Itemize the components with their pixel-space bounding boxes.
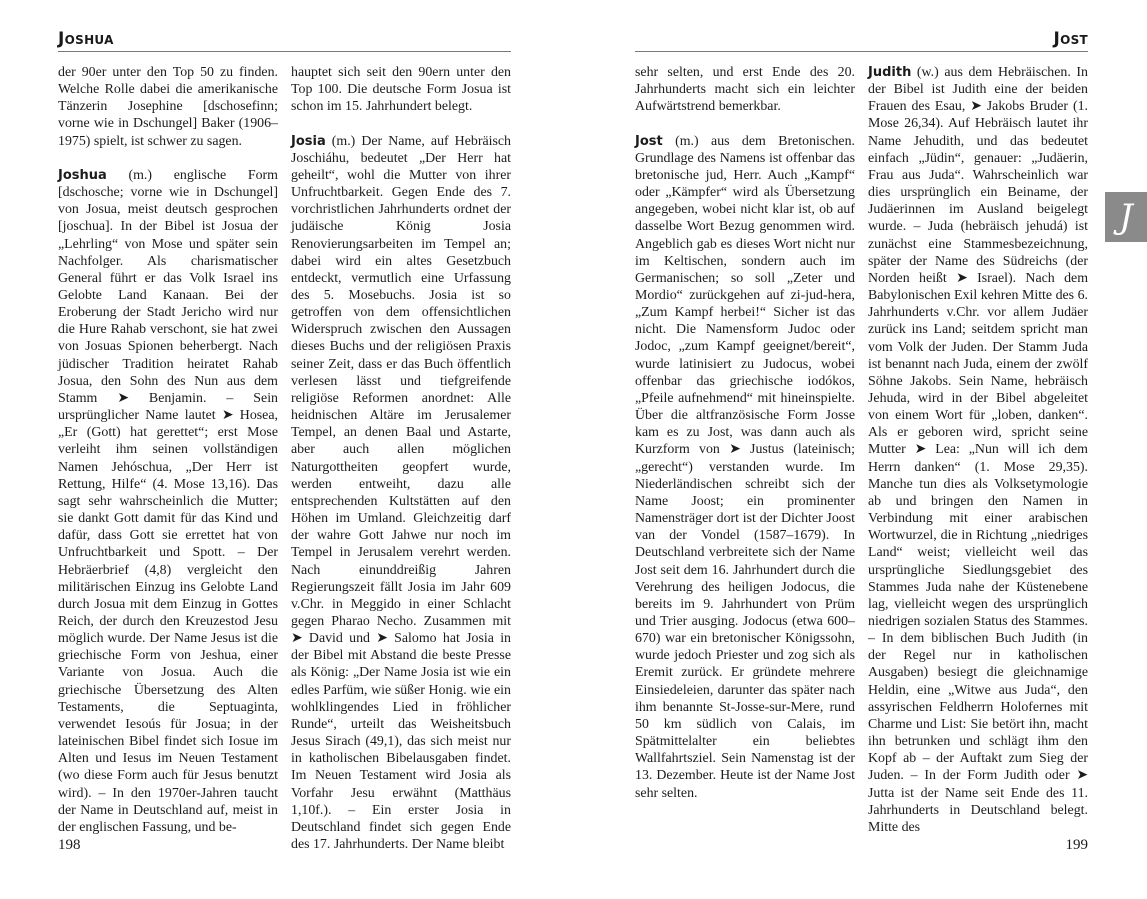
text-column <box>291 64 511 853</box>
text-column <box>635 64 855 802</box>
running-head-title: Jost <box>1053 29 1088 49</box>
text-column <box>868 64 1088 836</box>
page-number: 198 <box>58 837 81 853</box>
paragraph: sehr selten, und erst Ende des 20. Jahrhunderts macht sich ein leichter Aufwärtstrend bemerkbar. <box>635 65 855 115</box>
running-header <box>58 30 511 52</box>
entry-paragraph <box>291 133 511 854</box>
entry-headword: Jost <box>635 133 663 149</box>
entry-text: (m.) englische Form [dschosche; vorne wie in Dschungel] von Josua, meist deutsch gesprochen [joschua]. In der Bibel ist Josua der „Lehrling“ von Mose und später sein Nachfolger. Als charismatischer General führt er das Volk Israel ins Gelobte Land Kanaan. Bei der Eroberung der Stadt Jericho wird nur die Hure Rahab verschont, sie hat zwei von Josuas Spionen beherbergt. Nach jüdischer Tradition heiratet Rahab Josua, den Sohn des Nun aus dem Stamm ➤ Benjamin. – Sein ursprünglicher Name lautet ➤ Hosea, „Er (Gott) hat gerettet“; erst Mose verleiht ihm seinen vollständigen Namen Jehóschua, „Der Herr ist Rettung, Hilfe“ (4. Mose 13,16). Das sagt sehr wahrscheinlich die Mutter; sie dankt Gott damit für das Kind und dafür, dass Gott sie errettet hat von Unfruchtbarkeit und Spott. – Der Hebräerbrief (4,8) vergleicht den militärischen Einzug ins Gelobte Land durch Josua mit dem Einzug in Gottes Reich, der durch den Kreuzestod Jesu möglich wurde. Der Name Jesus ist die griechische Form von Jeshua, einer Variante von Josua. Auch die griechische Übersetzung des Alten Testaments, die Septuaginta, verwendet Iesoús für Josua; in der lateinischen Bibel findet sich Iosue im Alten und Iesus im Neuen Testament (wo diese Form auch für Jesus benutzt wird). – In den 1970er-Jahren taucht der Name in Deutschland auf, meist in der englischen Fassung, und be- <box>58 167 278 835</box>
paragraph: hauptet sich seit den 90ern unter den Top 100. Die deutsche Form Josua ist schon im 15. Jahrhundert belegt. <box>291 65 511 115</box>
paragraph: der 90er unter den Top 50 zu finden. Welche Rolle dabei die amerikanische Tänzerin Josephine [dschosefinn; vorne wie in Dschungel] Baker (1906–1975) spielt, ist schwer zu sagen. <box>58 65 278 149</box>
entry-headword: Joshua <box>58 167 107 183</box>
page-number: 199 <box>1065 837 1088 853</box>
entry-headword: Judith <box>868 65 912 80</box>
entry-paragraph <box>58 167 278 836</box>
letter-thumb-tab: J <box>1105 192 1147 242</box>
running-head-title: Joshua <box>58 29 114 49</box>
entry-text: (m.) aus dem Bretonischen. Grundlage des Namens ist offenbar das bretonische jud, Herr. Auch „Kampf“ oder „Kämpfer“ wird als Übersetzung angegeben, wobei nicht klar ist, ob auf dasselbe Wort Bezug genommen wird. Angeblich gab es dieses Wort nicht nur im Keltischen, sondern auch im Germanischen; so soll „Zeter und Mordio“ zurückgehen auf zi-jud-hera, „Zum Kampf herbei!“ Sicher ist das nicht. Die Namensform Judoc oder Jodoc, „zum Kampf geeignet/bereit“, wurde latinisiert zu Judocus, wobei offenbar das griechische iodókos, „Pfeile aufnehmend“ mit hineinspielte. Über die altfranzösische Form Josse kam es zu Jost, was dann auch als Kurzform von ➤ Justus (lateinisch; „gerecht“) verstanden wurde. Im Niederländischen schreibt sich der Name Joost; ein prominenter Namensträger dort ist der Dichter Joost van der Vondel (1587–1679). In Deutschland verbreitete sich der Name Jost seit dem 16. Jahrhundert durch die Verehrung des heiligen Jodocus, die bereits im 9. Jahrhundert von Prüm und Trier ausging. Jodocus (etwa 600–670) war ein bretonischer Königssohn, wurde jedoch Priester und zog sich als Eremit zurück. Er gründete mehrere Einsiedeleien, darunter das später nach ihm benannte St-Josse-sur-Mere, rund 50 km südlich von Calais, im Spätmittelalter ein beliebtes Wallfahrtsziel. Sein Namenstag ist der 13. Dezember. Heute ist der Name Jost sehr selten. <box>635 133 855 801</box>
right-page <box>635 0 1088 899</box>
running-header <box>635 30 1088 52</box>
left-page <box>58 0 511 899</box>
entry-text: (w.) aus dem Hebräischen. In der Bibel ist Judith eine der beiden Frauen des Esau, ➤ Jakobs Bruder (1. Mose 26,34). Auf Hebräisch lautet ihr Name Jehudith, und das bedeutet einfach „Jüdin“, genauer: „Judäerin, Frau aus Juda“. Wahrscheinlich war dies ursprünglich ein Beiname, der Judäerinnen im Ausland beigelegt wurde. – Juda (hebräisch jehudá) ist zunächst eine Stammesbezeichnung, später der Name des Südreichs (der Norden heißt ➤ Israel). Nach dem Babylonischen Exil kehren Mitte des 6. Jahrhunderts v.Chr. vor allem Judäer zurück ins Land; seitdem spricht man vom Volk der Juden. Der Stamm Juda ist benannt nach Juda, einem der zwölf Söhne Jakobs. Sein Name, hebräisch Jehuda, wird in der Bibel abgeleitet von einem Wort für „loben, danken“. Als er geboren wird, spricht seine Mutter ➤ Lea: „Nun will ich dem Herrn danken“ (1. Mose 29,35). Manche tun dies als Volksetymologie ab und bringen den Namen in Verbindung mit einer arabischen Wortwurzel, die in Richtung „niedriges Land“ weist; vielleicht weil das ursprüngliche Siedlungsgebiet des Stammes Juda nahe der Küstenebene lag, vielleicht wegen des ursprünglich niedrigen sozialen Status des Stammes. – In dem biblischen Buch Judith (in der Regel nur in katholischen Ausgaben) besiegt die gleichnamige Heldin, eine „Witwe aus Juda“, den assyrischen Feldherrn Holofernes mit Charme und List: Sie betört ihn, macht ihn betrunken und schlägt ihm den Kopf ab – der Auftakt zum Sieg der Juden. – In der Form Judith oder ➤ Jutta ist der Name seit Ende des 11. Jahrhunderts in Deutschland belegt. Mitte des <box>868 65 1088 835</box>
entry-paragraph <box>868 64 1088 836</box>
entry-headword: Josia <box>291 133 326 149</box>
entry-paragraph <box>635 133 855 802</box>
entry-text: (m.) Der Name, auf Hebräisch Joschiáhu, bedeutet „Der Herr hat geheilt“, wohl die Mutter von ihrer Unfruchtbarkeit. Gegen Ende des 7. vorchristlichen Jahrhunderts ordnet der judäische König Josia Renovierungsarbeiten im Tempel an; dabei wird ein altes Gesetzbuch entdeckt, vermutlich eine Urfassung des 5. Mosebuchs. Josia ist so getroffen von dem offensichtlichen Widerspruch zwischen den Aussagen dieses Buchs und der religiösen Praxis seiner Zeit, dass er das Buch öffentlich verlesen lässt und tiefgreifende religiöse Reformen anordnet: Alle heidnischen Altäre im Jerusalemer Tempel, an denen Baal und Astarte, aber auch allen möglichen Naturgottheiten geopfert wurde, werden entweiht, dazu alle entsprechenden Kultstätten auf den Höhen im Umland. Gleichzeitig darf der wahre Gott Jahwe nur noch im Tempel in Jerusalem verehrt werden. Nach einunddreißig Jahren Regierungszeit fällt Josia im Jahr 609 v.Chr. in Meggido in einer Schlacht gegen Pharao Necho. Zusammen mit ➤ David und ➤ Salomo hat Josia in der Bibel mit Abstand die beste Presse als König: „Der Name Josia ist wie ein edles Parfüm, wie süßer Honig. wie ein wohlklingendes Lied in fröhlicher Runde“, urteilt das Weisheitsbuch Jesus Sirach (49,1), das sich meist nur in katholischen Bibelausgaben findet. Im Neuen Testament wird Josia als Vorfahr Jesu erwähnt (Matthäus 1,10f.). – Ein erster Josia in Deutschland findet sich gegen Ende des 17. Jahrhunderts. Der Name bleibt <box>291 133 511 853</box>
text-column <box>58 64 278 836</box>
